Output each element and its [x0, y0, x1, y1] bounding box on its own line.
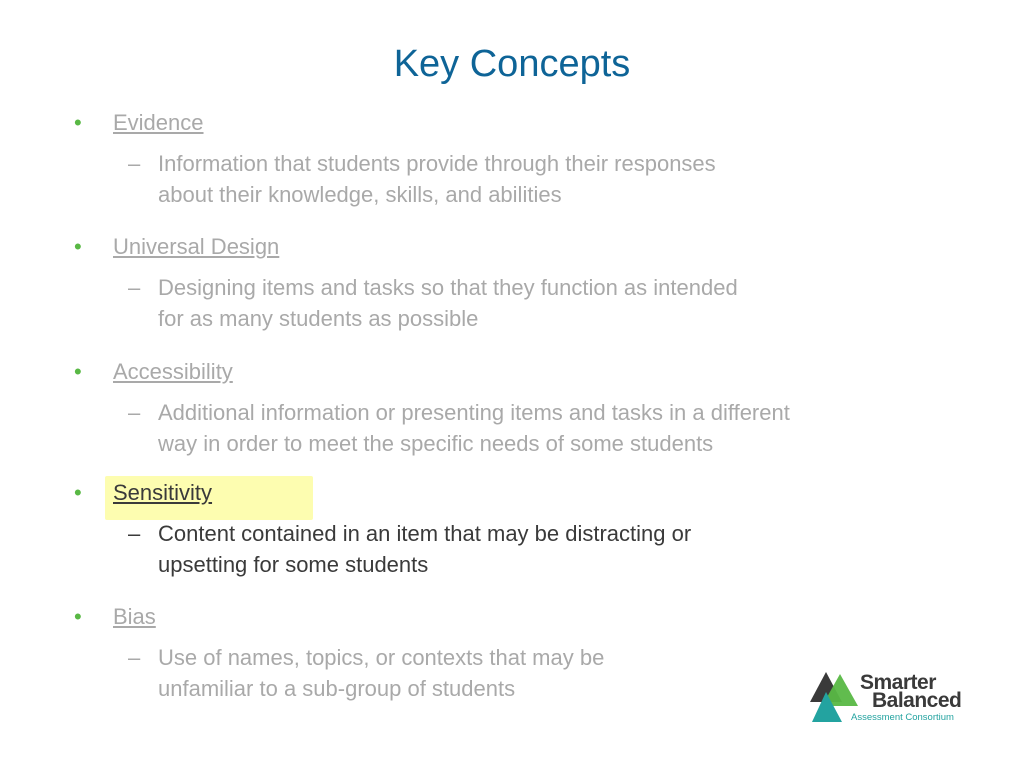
logo-tagline: Assessment Consortium [851, 712, 954, 723]
bullet-icon: • [74, 110, 82, 135]
dash-icon: – [128, 151, 141, 176]
bullet-icon: • [74, 234, 82, 259]
definition-line: Use of names, topics, or contexts that may be [158, 645, 605, 670]
definition-accessibility [158, 397, 948, 459]
definition-universal-design [158, 272, 948, 334]
definition-line: about their knowledge, skills, and abilities [158, 182, 562, 207]
definition-sensitivity [158, 518, 948, 580]
logo-word-smarter: Smarter [860, 671, 936, 694]
definition-line: way in order to meet the specific needs of some students [158, 431, 714, 456]
dash-icon: – [128, 400, 141, 425]
term-link-accessibility[interactable]: Accessibility [113, 359, 233, 384]
smarter-balanced-logo [810, 668, 985, 728]
term-link-bias[interactable]: Bias [113, 604, 156, 629]
term-link-universal-design[interactable]: Universal Design [113, 234, 280, 259]
definition-line: Additional information or presenting items and tasks in a different [158, 400, 790, 425]
dash-icon: – [128, 645, 141, 670]
definition-line: for as many students as possible [158, 306, 479, 331]
logo-word-balanced: Balanced [872, 689, 962, 712]
definition-line: upsetting for some students [158, 552, 429, 577]
bullet-icon: • [74, 604, 82, 629]
definition-evidence [158, 148, 948, 210]
bullet-icon: • [74, 359, 82, 384]
dash-icon: – [128, 275, 141, 300]
definition-line: Content contained in an item that may be distracting or [158, 521, 692, 546]
definition-line: unfamiliar to a sub-group of students [158, 676, 516, 701]
definition-line: Designing items and tasks so that they function as intended [158, 275, 738, 300]
term-link-sensitivity[interactable]: Sensitivity [113, 480, 213, 505]
term-link-evidence[interactable]: Evidence [113, 110, 204, 135]
bullet-icon: • [74, 480, 82, 505]
slide-title: Key Concepts [393, 43, 631, 85]
definition-line: Information that students provide through their responses [158, 151, 716, 176]
dash-icon: – [128, 521, 141, 546]
